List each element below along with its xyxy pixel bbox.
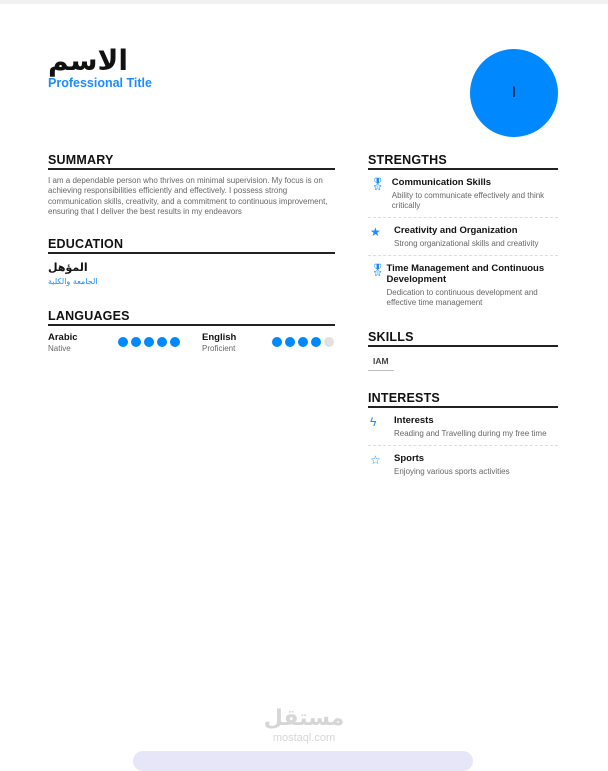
strength-title: Communication Skills <box>391 177 492 188</box>
star-outline-icon: ☆ <box>370 453 381 467</box>
language-name: Arabic <box>48 332 78 344</box>
name: الاسم <box>48 44 128 77</box>
strength-desc: Ability to communicate effectively and think critically <box>391 191 545 210</box>
interest-item <box>368 446 558 483</box>
language-item <box>48 332 180 353</box>
right-column <box>368 153 558 483</box>
education-university: الجامعة والكلية <box>48 277 98 287</box>
bottom-bar[interactable] <box>133 751 473 771</box>
rating-dot-filled <box>170 337 180 347</box>
avatar-text: ا <box>512 85 516 101</box>
strength-item <box>368 256 558 314</box>
language-level: Native <box>48 344 71 354</box>
rating-dot-filled <box>285 337 295 347</box>
watermark-logo: مستقل <box>263 706 345 731</box>
rating-dot-filled <box>298 337 308 347</box>
language-item <box>202 332 334 353</box>
strength-title: Creativity and Organization <box>394 225 518 236</box>
interest-desc: Enjoying various sports activities <box>394 467 510 476</box>
rating-dot-filled <box>311 337 321 347</box>
skill-tag: IAM <box>368 349 394 371</box>
education-heading: EDUCATION <box>48 237 335 254</box>
strength-item <box>368 170 558 218</box>
strengths-heading: STRENGTHS <box>368 153 558 170</box>
rating-dot-filled <box>157 337 167 347</box>
left-column <box>48 153 335 353</box>
rating-dot-filled <box>144 337 154 347</box>
bolt-icon: ϟ <box>370 415 377 429</box>
language-rating <box>272 337 334 353</box>
award-icon: 🎖︎ <box>370 177 386 191</box>
rating-dot-filled <box>118 337 128 347</box>
interests-heading: INTERESTS <box>368 391 558 408</box>
languages-list <box>48 332 335 353</box>
education-qualification: المؤهل <box>48 261 88 275</box>
languages-heading: LANGUAGES <box>48 309 335 326</box>
language-level: Proficient <box>202 344 236 354</box>
strength-desc: Dedication to continuous development and effective time management <box>386 288 538 307</box>
rating-dot-filled <box>131 337 141 347</box>
skills-heading: SKILLS <box>368 330 558 347</box>
summary-text: I am a dependable person who thrives on minimal supervision. My focus is on achieving responsibilities efficiently and effectively. I possess strong communication skills, creativity, and a commitment to continuous improvement, ensuring that I deliver the best results in my endeavors <box>48 176 328 216</box>
strength-desc: Strong organizational skills and creativity <box>394 239 539 248</box>
professional-title: Professional Title <box>48 76 152 90</box>
award-icon: 🎖︎ <box>370 263 386 277</box>
strength-title: Time Management and Continuous Development <box>386 263 545 285</box>
star-icon: ★ <box>370 225 381 239</box>
interest-title: Interests <box>394 415 434 426</box>
interest-desc: Reading and Travelling during my free time <box>394 429 547 438</box>
top-strip <box>0 0 608 4</box>
language-rating <box>118 337 180 353</box>
interest-title: Sports <box>394 453 425 464</box>
rating-dot-filled <box>272 337 282 347</box>
avatar <box>470 49 558 137</box>
rating-dot-empty <box>324 337 334 347</box>
language-name: English <box>202 332 237 344</box>
summary-heading: SUMMARY <box>48 153 335 170</box>
interest-item <box>368 408 558 446</box>
watermark-url: mostaql.com <box>272 732 336 744</box>
strength-item <box>368 218 558 256</box>
